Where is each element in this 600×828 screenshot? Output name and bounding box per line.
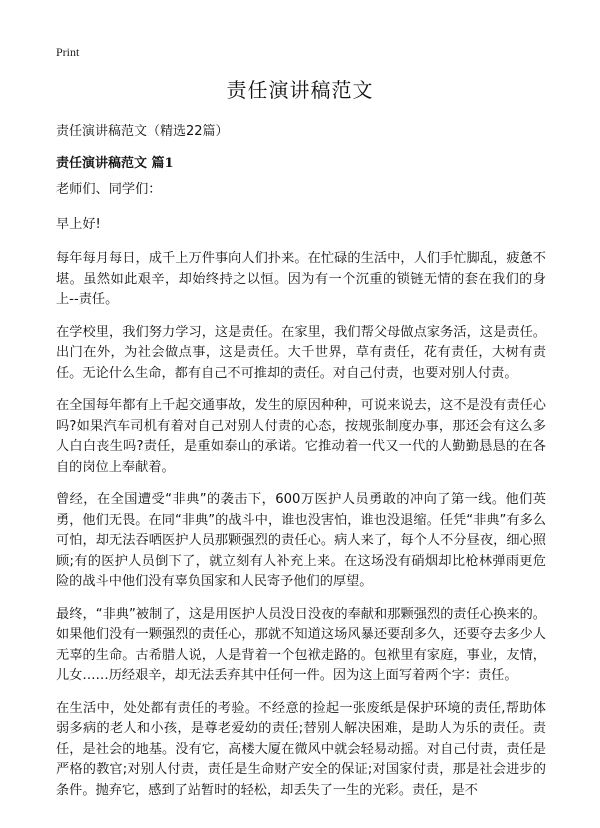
paragraph: 最终，“非典”被制了，这是用医护人员没日没夜的奉献和那颗强烈的责任心换来的。如果他们没有一颗强烈的责任心，那就不知道这场风暴还要刮多久，还要夺去多少人无辜的生命。古希腊人说，人是背着一个包袱走路的。包袱里有家庭，事业，友情，儿女……历经艰辛，却无法丢弃其中任何一件。因为这上面写着两个字：责任。 — [56, 606, 546, 683]
document-title: 责任演讲稿范文 — [226, 78, 374, 102]
paragraph: 曾经，在全国遭受“非典”的袭击下，600万医护人员勇敢的冲向了第一线。他们英勇，他们无畏。在同“非典”的战斗中，谁也没害怕，谁也没退缩。任凭“非典”有多么可怕，却无法吞哂医护人员那颗强烈的责任心。病人来了，每个人不分昼夜，细心照顾;有的医护人员倒下了，就立刻有人补充上来。在这场没有硝烟却比枪林弹雨更危险的战斗中他们没有辜负国家和人民寄予他们的厚望。 — [56, 492, 546, 589]
paragraph-greeting: 老师们、同学们： — [56, 182, 162, 197]
article-body — [56, 180, 546, 813]
section-heading: 责任演讲稿范文 篇1 — [56, 156, 174, 171]
paragraph: 在学校里，我们努力学习，这是责任。在家里，我们帮父母做点家务活，这是责任。出门在外，为社会做点事，这是责任。大千世界，草有责任，花有责任，大树有责任。无论什么生命，都有自己不可推却的责任。对自己付责，也要对别人付责。 — [56, 324, 546, 381]
document-subtitle: 责任演讲稿范文（精选22篇） — [56, 124, 229, 139]
paragraph: 在全国每年都有上千起交通事故，发生的原因种种，可说来说去，这不是没有责任心吗?如果汽车司机有着对自己对别人付责的心态，按规张制度办事，那还会有这么多人白白丧生吗?责任，是重如泰山的承诺。它推动着一代又一代的人勤勤恳恳的在各自的岗位上奉献着。 — [56, 398, 546, 475]
print-link[interactable]: Print — [56, 45, 80, 59]
paragraph: 在生活中，处处都有责任的考验。不经意的捡起一张废纸是保护环境的责任,帮助体弱多病的老人和小孩，是尊老爱幼的责任;替别人解决困难，是助人为乐的责任。责任，是社会的地基。没有它，高楼大厦在微风中就会轻易动摇。对自己付责，责任是严格的教官;对别人付责，责任是生命财产安全的保证;对国家付责，那是社会进步的条件。抛弃它，感到了站暂时的轻松，却丢失了一生的光彩。责任，是不 — [56, 700, 546, 798]
paragraph-morning: 早上好! — [56, 216, 101, 232]
paragraph: 每年每月每日，成千上万件事向人们扑来。在忙碌的生活中，人们手忙脚乱，疲惫不堪。虽然如此艰辛，却始终持之以恒。因为有一个沉重的锁链无情的套在我们的身上--责任。 — [56, 251, 546, 307]
